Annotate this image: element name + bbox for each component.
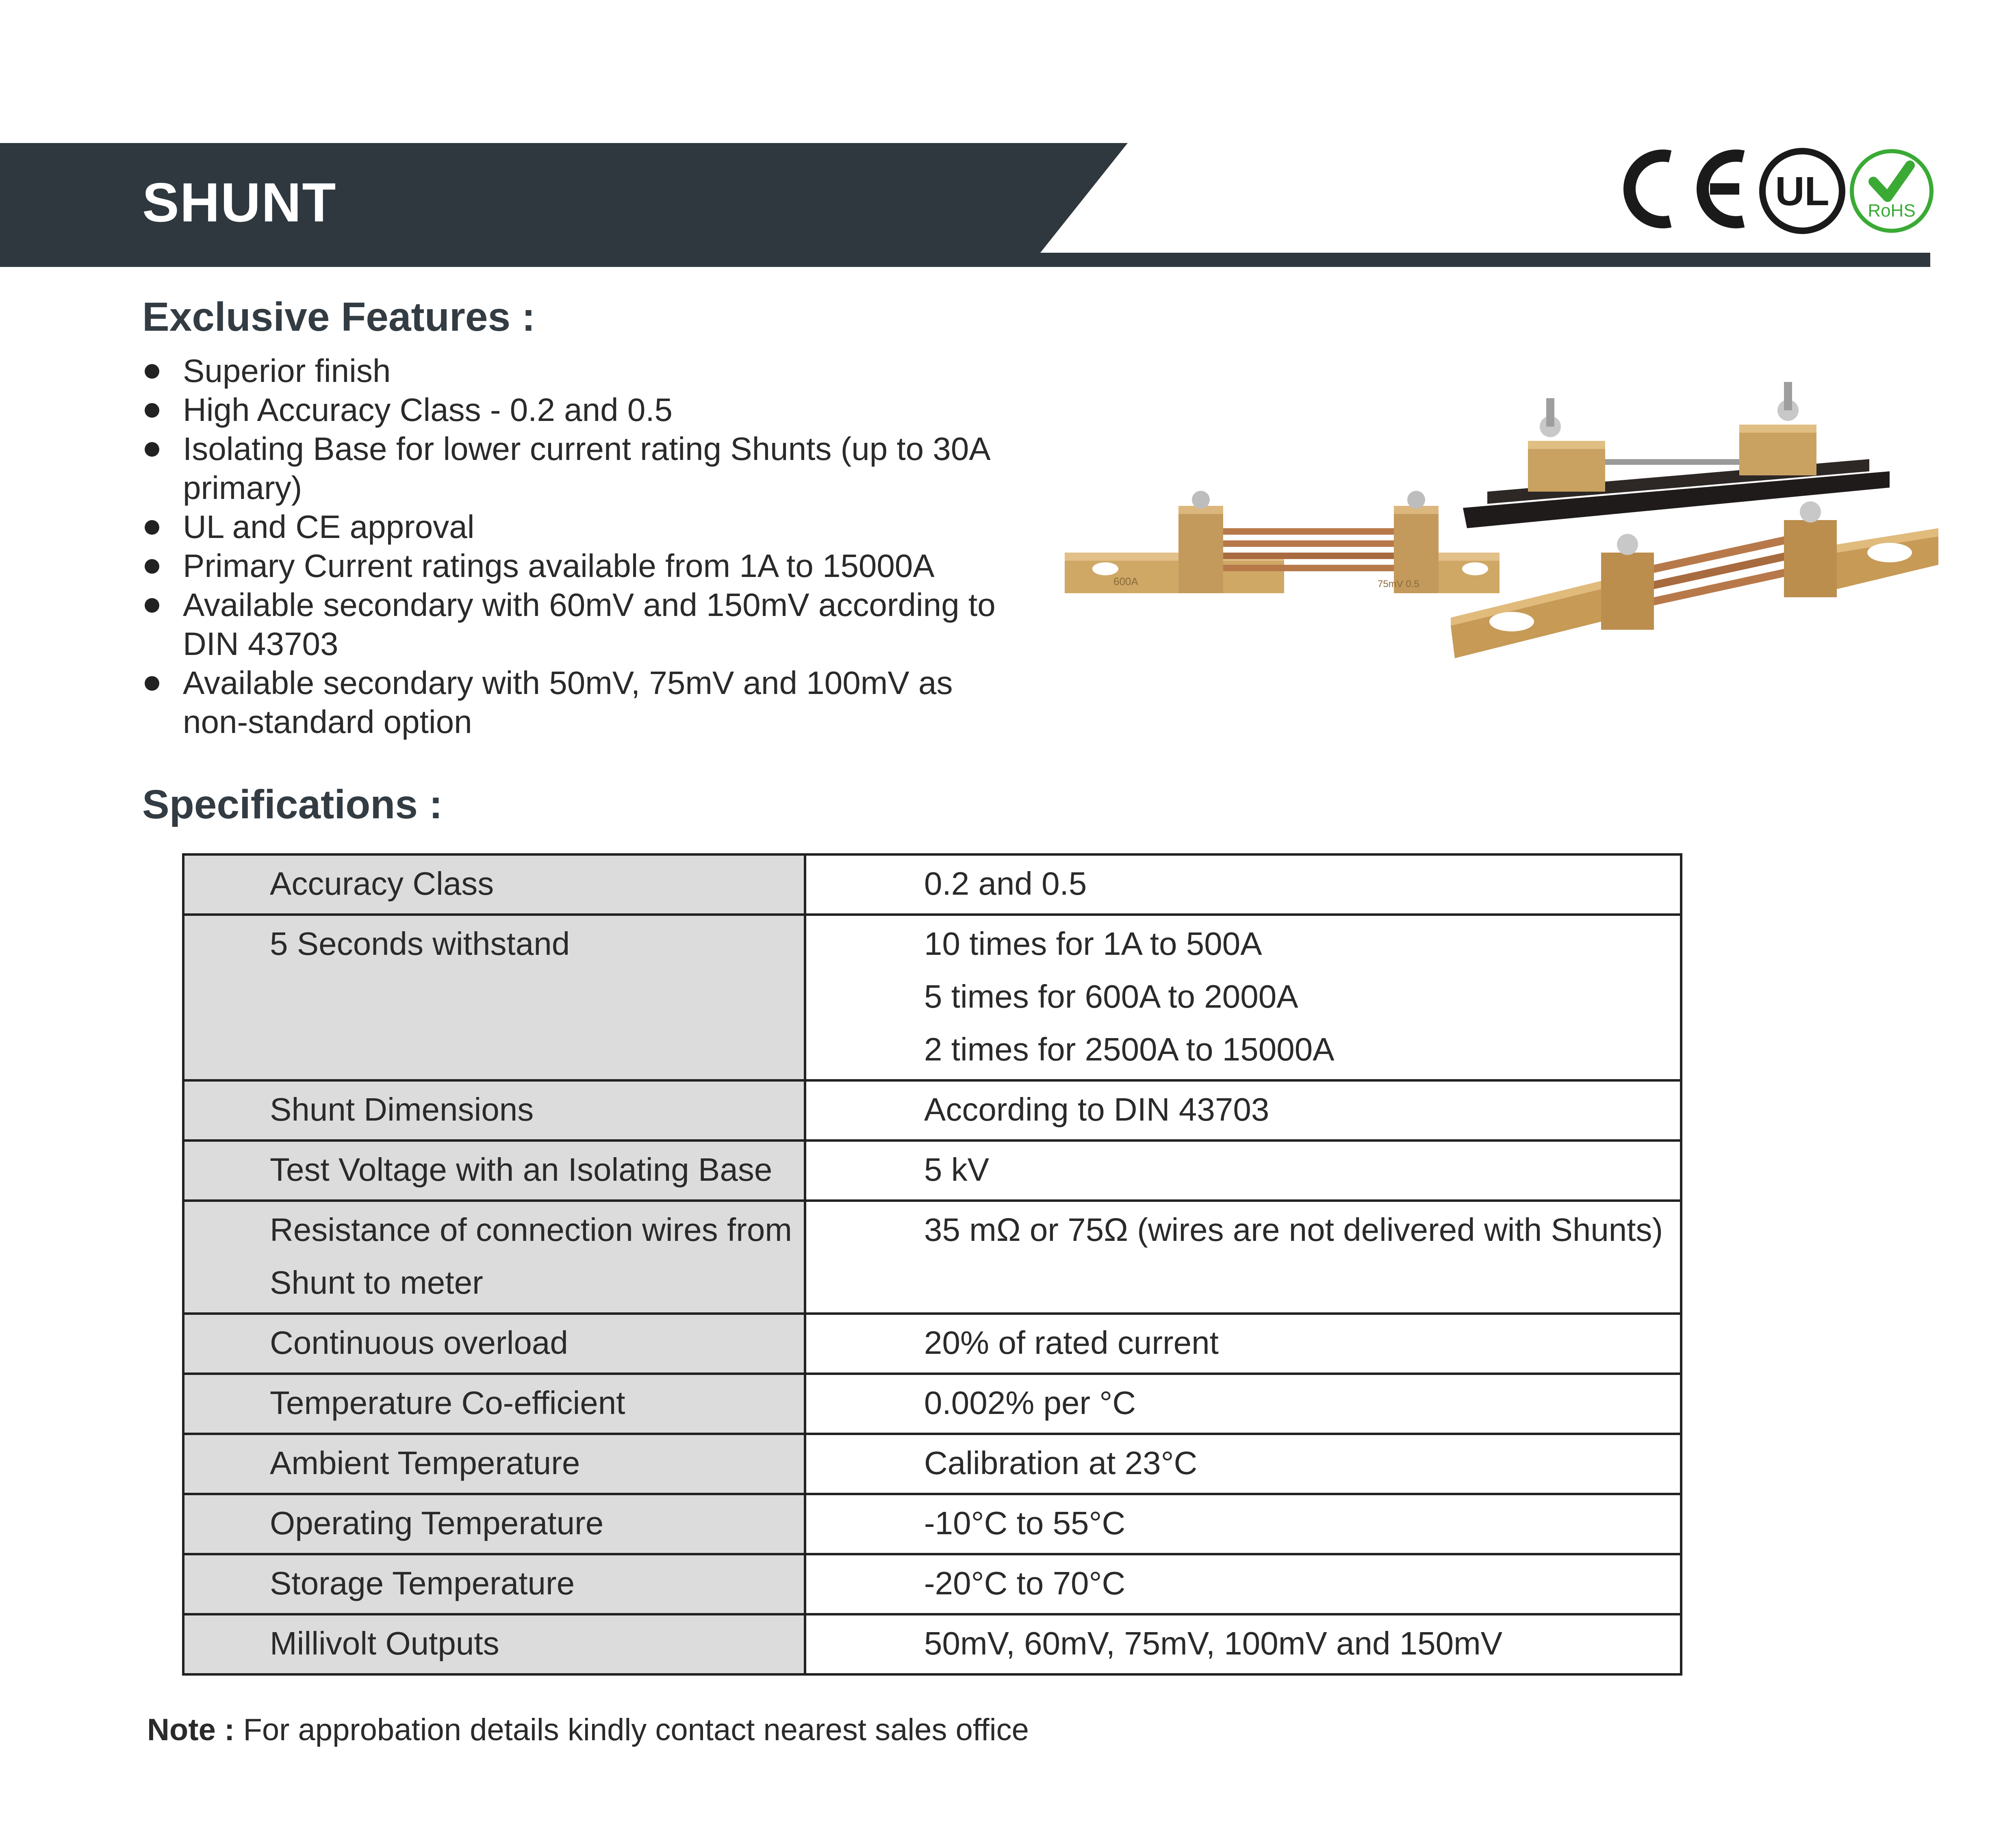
note-text: For approbation details kindly contact nearest sales office — [243, 1713, 1029, 1747]
page-title: SHUNT — [142, 171, 337, 233]
bullet-icon — [145, 364, 159, 379]
specifications-table — [182, 853, 1682, 1676]
spec-row — [183, 1434, 1681, 1494]
spec-value: 0.2 and 0.5 — [805, 854, 1681, 915]
ul-mark-icon — [1756, 144, 1849, 238]
spec-value: According to DIN 43703 — [805, 1080, 1681, 1140]
feature-text: Primary Current ratings available from 1A to 15000A — [183, 548, 935, 584]
feature-text: UL and CE approval — [183, 509, 475, 545]
spec-value: 50mV, 60mV, 75mV, 100mV and 150mV — [805, 1614, 1681, 1674]
shunt-large — [1451, 501, 1938, 658]
spec-label: Accuracy Class — [183, 854, 805, 915]
feature-text: Superior finish — [183, 353, 391, 389]
spec-row — [183, 1494, 1681, 1554]
bullet-icon — [145, 403, 159, 418]
bullet-icon — [145, 442, 159, 457]
ce-mark-icon — [1621, 140, 1768, 238]
note — [147, 1715, 1029, 1745]
features-list — [142, 351, 1016, 742]
features-heading: Exclusive Features : — [142, 294, 536, 340]
spec-value: 35 mΩ or 75Ω (wires are not delivered with Shunts) — [805, 1201, 1681, 1314]
feature-text: Available secondary with 50mV, 75mV and 100mV as non-standard option — [183, 665, 953, 740]
spec-value: Calibration at 23°C — [805, 1434, 1681, 1494]
shunt-left — [1065, 491, 1500, 593]
feature-text: High Accuracy Class - 0.2 and 0.5 — [183, 392, 673, 428]
feature-item — [142, 507, 1016, 546]
spec-row — [183, 1080, 1681, 1140]
feature-item — [142, 585, 1016, 663]
feature-item — [142, 351, 1016, 390]
note-label: Note : — [147, 1713, 235, 1747]
bullet-icon — [145, 598, 159, 613]
spec-label: Temperature Co-efficient — [183, 1374, 805, 1434]
feature-item — [142, 546, 1016, 585]
spec-value: 20% of rated current — [805, 1314, 1681, 1374]
spec-label: Operating Temperature — [183, 1494, 805, 1554]
spec-label: Shunt Dimensions — [183, 1080, 805, 1140]
spec-value: 0.002% per °C — [805, 1374, 1681, 1434]
bullet-icon — [145, 520, 159, 535]
rohs-mark-icon — [1845, 144, 1938, 238]
spec-value: -10°C to 55°C — [805, 1494, 1681, 1554]
spec-row — [183, 1554, 1681, 1614]
spec-label: 5 Seconds withstand — [183, 915, 805, 1080]
spec-row — [183, 1314, 1681, 1374]
spec-row — [183, 1374, 1681, 1434]
shunt-isolating-base — [1463, 382, 1890, 528]
feature-text: Isolating Base for lower current rating Shunts (up to 30A primary) — [183, 431, 989, 506]
shunt-label-right: 75mV 0.5 — [1378, 579, 1419, 590]
feature-item — [142, 429, 1016, 507]
spec-row — [183, 1614, 1681, 1674]
spec-row — [183, 854, 1681, 915]
specifications-heading: Specifications : — [142, 782, 443, 827]
rohs-text: RoHS — [1868, 201, 1916, 221]
feature-text: Available secondary with 60mV and 150mV according to DIN 43703 — [183, 587, 996, 662]
spec-label: Resistance of connection wires from Shunt to meter — [183, 1201, 805, 1314]
bullet-icon — [145, 676, 159, 691]
bullet-icon — [145, 559, 159, 574]
spec-label: Ambient Temperature — [183, 1434, 805, 1494]
certification-marks — [1621, 140, 1942, 238]
spec-value: 5 kV — [805, 1140, 1681, 1201]
spec-label: Continuous overload — [183, 1314, 805, 1374]
spec-value: 10 times for 1A to 500A 5 times for 600A to 2000A 2 times for 2500A to 15000A — [805, 915, 1681, 1080]
spec-row — [183, 915, 1681, 1080]
spec-label: Millivolt Outputs — [183, 1614, 805, 1674]
feature-item — [142, 390, 1016, 429]
spec-label: Storage Temperature — [183, 1554, 805, 1614]
shunt-product-image — [1057, 374, 1942, 707]
shunt-label-left: 600A — [1113, 575, 1138, 588]
feature-item — [142, 663, 1016, 742]
spec-row — [183, 1140, 1681, 1201]
spec-value: -20°C to 70°C — [805, 1554, 1681, 1614]
ul-text: UL — [1775, 169, 1829, 214]
spec-row — [183, 1201, 1681, 1314]
spec-label: Test Voltage with an Isolating Base — [183, 1140, 805, 1201]
